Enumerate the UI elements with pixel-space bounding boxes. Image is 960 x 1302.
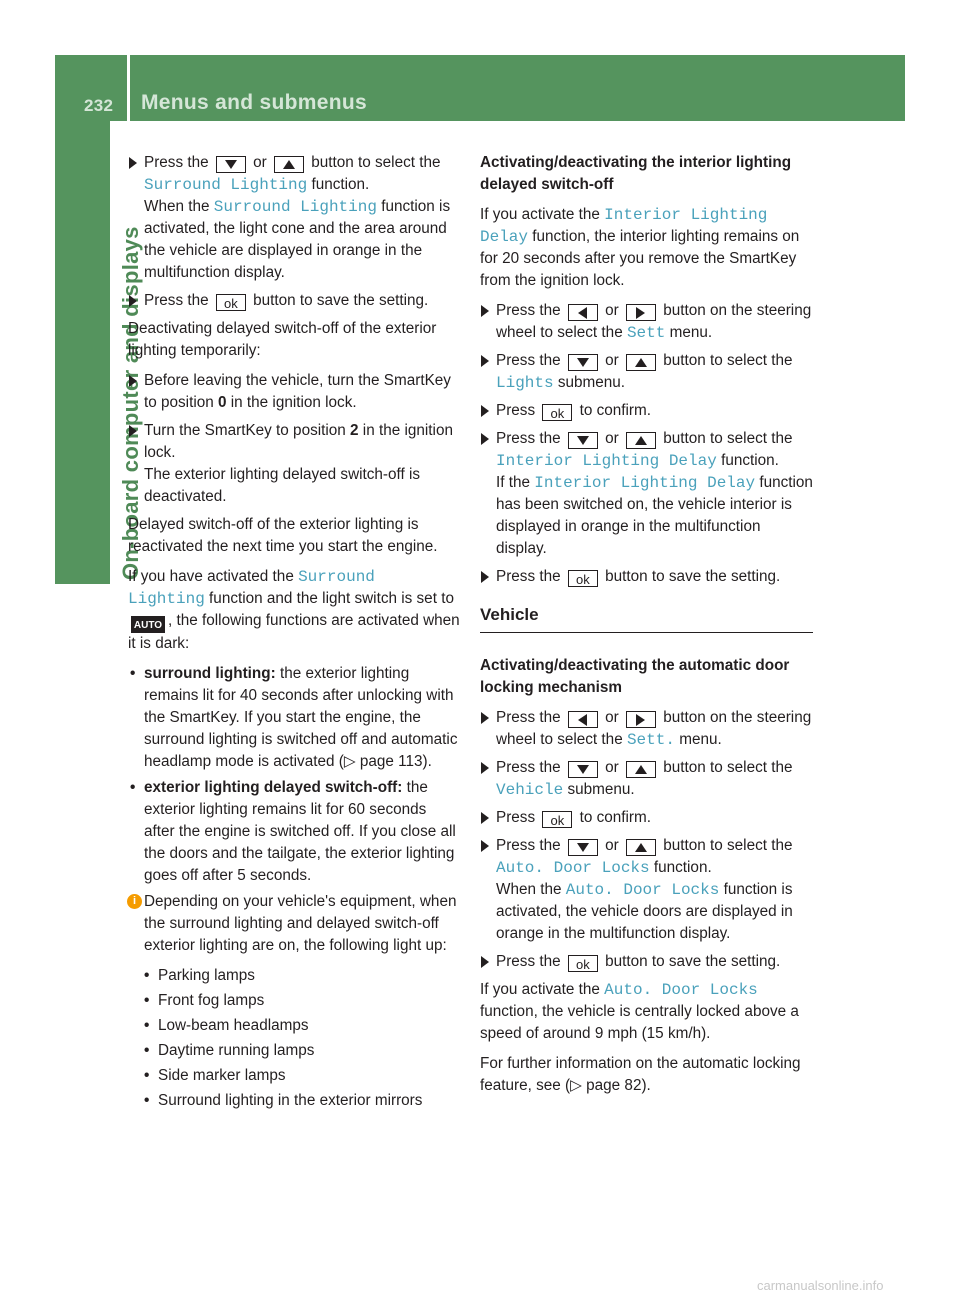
side-tab-label: On-board computer and displays	[118, 226, 143, 580]
step-turn-key-2: Turn the SmartKey to position 2 in the ignition lock. The exterior lighting delayed switch-off is deactivated.	[128, 420, 460, 508]
list-item: • Daytime running lamps	[144, 1042, 315, 1059]
step-save: Press the ok button to save the setting.	[128, 290, 460, 312]
section-heading: Activating/deactivating the interior lighting delayed switch-off	[480, 154, 792, 193]
up-arrow-icon	[626, 432, 656, 449]
paragraph: For further information on the automatic locking feature, see (▷ page 82).	[480, 1055, 801, 1094]
step: Press the or button to select the Lights submenu.	[480, 350, 813, 394]
left-column	[128, 152, 460, 1115]
list-item: • Surround lighting in the exterior mirrors	[144, 1092, 423, 1109]
paragraph: If you activate the Interior Lighting Delay function, the interior lighting remains on for 20 seconds after you remove the SmartKey from the ignition lock.	[480, 206, 800, 289]
right-arrow-icon	[626, 711, 656, 728]
right-arrow-icon	[626, 304, 656, 321]
display-text: Interior Lighting Delay	[480, 206, 768, 246]
step: Press the or button to select the Auto. Door Locks function. When the Auto. Door Locks function is activated, the vehicle doors are displayed in orange in the multifunction display.	[480, 835, 813, 945]
ok-key-icon: ok	[568, 955, 598, 972]
display-text: Auto. Door Locks	[604, 981, 758, 999]
list-item: • Side marker lamps	[144, 1067, 286, 1084]
down-arrow-icon	[568, 839, 598, 856]
ok-key-icon: ok	[542, 811, 572, 828]
step: Press the ok button to save the setting.	[480, 566, 813, 588]
step-marker-icon	[481, 433, 489, 445]
step-marker-icon	[481, 840, 489, 852]
display-text: Sett	[626, 324, 666, 342]
down-arrow-icon	[568, 354, 598, 371]
up-arrow-icon	[626, 354, 656, 371]
down-arrow-icon	[568, 432, 598, 449]
step: Press the or button to select the Vehicle submenu.	[480, 757, 813, 801]
header-divider	[127, 55, 130, 121]
display-text: Lights	[496, 374, 554, 392]
ok-key-icon: ok	[542, 404, 572, 421]
display-text: Auto. Door Locks	[496, 859, 650, 877]
up-arrow-icon	[626, 761, 656, 778]
auto-key-icon: AUTO	[131, 616, 165, 633]
info-note: i Depending on your vehicle's equipment, when the surround lighting and delayed switch-off exterior lighting are on, the following light up:	[128, 891, 460, 957]
right-column	[480, 152, 813, 1105]
step-marker-icon	[481, 355, 489, 367]
display-text: Vehicle	[496, 781, 564, 799]
paragraph: If you activate the Auto. Door Locks function, the vehicle is centrally locked above a speed of around 9 mph (15 km/h).	[480, 981, 799, 1042]
section-title: Vehicle	[480, 604, 813, 633]
list-item: • Parking lamps	[144, 967, 255, 984]
bullet-item: • exterior lighting delayed switch-off: the exterior lighting remains lit for 60 seconds after the engine is switched off. If you close all the doors and the tailgate, the exterior lighting goes off after 5 seconds.	[130, 779, 456, 884]
left-arrow-icon	[568, 304, 598, 321]
step-marker-icon	[129, 157, 137, 169]
step-marker-icon	[129, 375, 137, 387]
step: Press the ok button to save the setting.	[480, 951, 813, 973]
display-text: Auto. Door Locks	[565, 881, 720, 899]
display-text: Sett.	[626, 731, 675, 749]
list-item: • Low-beam headlamps	[144, 1017, 309, 1034]
step-marker-icon	[129, 295, 137, 307]
step: Press the or button on the steering wheel to select the Sett menu.	[480, 300, 813, 344]
display-text: Interior Lighting Delay	[496, 452, 717, 470]
display-text: Surround Lighting	[213, 198, 377, 216]
step: Press ok to confirm.	[480, 807, 813, 829]
step-turn-key-0: Before leaving the vehicle, turn the SmartKey to position 0 in the ignition lock.	[128, 370, 460, 414]
list-item: • Front fog lamps	[144, 992, 265, 1009]
bullet-item: • surround lighting: the exterior lighting remains lit for 40 seconds after unlocking with the SmartKey. If you start the engine, the surround lighting is switched off and automatic headlamp mode is activated (▷ page 113).	[130, 665, 458, 770]
left-arrow-icon	[568, 711, 598, 728]
paragraph: Deactivating delayed switch-off of the exterior lighting temporarily:	[128, 320, 437, 359]
step-marker-icon	[481, 712, 489, 724]
ok-key-icon: ok	[568, 570, 598, 587]
page-number: 232	[84, 96, 114, 115]
ok-key-icon: ok	[216, 294, 246, 311]
display-text: Surround Lighting	[128, 568, 375, 608]
display-text: Surround Lighting	[144, 176, 308, 194]
step: Press the or button to select the Interior Lighting Delay function. If the Interior Lighting Delay function has been switched on, the vehicle interior is displayed in orange in the multifunction display.	[480, 428, 813, 560]
paragraph: Delayed switch-off of the exterior lighting is reactivated the next time you start the engine.	[128, 516, 438, 555]
step-marker-icon	[481, 305, 489, 317]
up-arrow-icon	[626, 839, 656, 856]
page-title: Menus and submenus	[141, 91, 367, 114]
step: Press the or button on the steering wheel to select the Sett. menu.	[480, 707, 813, 751]
step: Press ok to confirm.	[480, 400, 813, 422]
up-arrow-icon	[274, 156, 304, 173]
step-select-surround: Press the or button to select the Surround Lighting function. When the Surround Lighting function is activated, the light cone and the area around the vehicle are displayed in orange in the multifunction display.	[128, 152, 460, 284]
paragraph: If you have activated the Surround Lighting function and the light switch is set to AUTO , the following functions are activated when it is dark:	[128, 568, 460, 652]
step-marker-icon	[481, 762, 489, 774]
watermark: carmanualsonline.info	[757, 1278, 884, 1293]
down-arrow-icon	[568, 761, 598, 778]
info-icon: i	[127, 894, 142, 909]
step-marker-icon	[481, 571, 489, 583]
step-marker-icon	[129, 425, 137, 437]
step-marker-icon	[481, 812, 489, 824]
step-marker-icon	[481, 956, 489, 968]
section-heading: Activating/deactivating the automatic door locking mechanism	[480, 657, 790, 696]
step-marker-icon	[481, 405, 489, 417]
display-text: Interior Lighting Delay	[534, 474, 756, 492]
side-tab	[55, 121, 110, 584]
down-arrow-icon	[216, 156, 246, 173]
